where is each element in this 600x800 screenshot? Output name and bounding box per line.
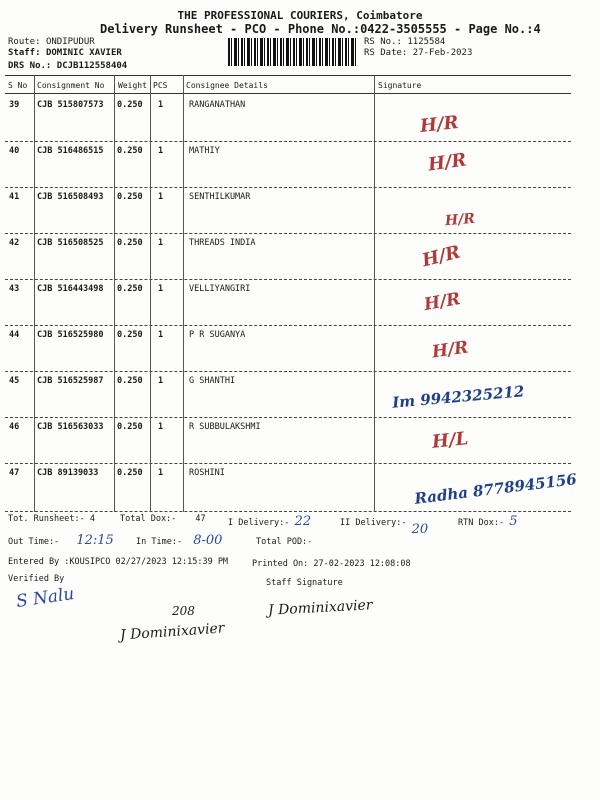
- rtn-label: RTN Dox:-: [458, 518, 505, 528]
- row-consignee: G SHANTHI: [189, 376, 236, 386]
- staff-signature-2: J Dominixavier: [267, 597, 373, 619]
- barcode-image: [228, 38, 358, 66]
- table-row: [0, 376, 600, 422]
- row-pcs: 1: [158, 468, 164, 478]
- row-divider: [5, 463, 571, 464]
- rtn-value: 5: [509, 514, 518, 529]
- col-header-consignee: Consignee Details: [186, 81, 268, 90]
- row-consignee: R SUBBULAKSHMI: [189, 422, 261, 432]
- row-sno: 47: [9, 468, 20, 478]
- row-signature: H/R: [430, 337, 470, 363]
- row-consignment: CJB 89139033: [37, 468, 99, 478]
- row-weight: 0.250: [117, 146, 143, 156]
- row-signature: H/R: [420, 241, 463, 272]
- report-subtitle: Delivery Runsheet - PCO - Phone No.:0422-3505555 - Page No.:4: [100, 22, 541, 36]
- rs-date-label: RS Date:: [364, 48, 408, 58]
- col-header-pcs: PCS: [153, 81, 168, 90]
- row-pcs: 1: [158, 100, 164, 110]
- pod-label: Total POD:-: [256, 537, 313, 547]
- row-signature: H/R: [426, 149, 468, 176]
- row-weight: 0.250: [117, 238, 143, 248]
- row-weight: 0.250: [117, 468, 143, 478]
- row-consignment: CJB 515807573: [37, 100, 104, 110]
- row-weight: 0.250: [117, 330, 143, 340]
- ii-delivery-value: 20: [411, 522, 429, 537]
- out-time-label: Out Time:-: [8, 537, 60, 547]
- row-divider: [5, 371, 571, 372]
- table-row: [0, 330, 600, 376]
- out-time-value: 12:15: [76, 533, 114, 548]
- row-signature: Radha 8778945156: [413, 470, 578, 508]
- row-divider: [5, 187, 571, 188]
- row-pcs: 1: [158, 422, 164, 432]
- col-header-consignment: Consignment No: [37, 81, 105, 90]
- row-pcs: 1: [158, 192, 164, 202]
- ii-delivery: [340, 514, 429, 537]
- staff-signature-label: Staff Signature: [266, 578, 343, 588]
- staff-signature-mark: 208: [172, 604, 195, 618]
- table-row: [0, 146, 600, 192]
- row-signature: H/R: [419, 112, 460, 137]
- row-signature: Im 9942325212: [391, 382, 526, 412]
- row-sno: 41: [9, 192, 20, 202]
- route-value: ONDIPUDUR: [45, 37, 95, 47]
- dox-value: 47: [195, 514, 206, 524]
- row-pcs: 1: [158, 376, 164, 386]
- staff-label: Staff:: [8, 48, 41, 58]
- rs-date-field: [364, 48, 472, 58]
- rs-no-value: 1125584: [407, 37, 446, 47]
- row-consignee: MATHIY: [189, 146, 220, 156]
- table-row: [0, 468, 600, 514]
- row-weight: 0.250: [117, 192, 143, 202]
- i-delivery: [228, 514, 311, 529]
- row-consignment: CJB 516525980: [37, 330, 104, 340]
- drs-label: DRS No.:: [8, 61, 52, 71]
- table-row: [0, 422, 600, 468]
- report-title: THE PROFESSIONAL COURIERS, Coimbatore: [177, 9, 423, 22]
- table-row: [0, 100, 600, 146]
- row-consignment: CJB 516508493: [37, 192, 104, 202]
- route-field: [8, 37, 95, 47]
- in-time-label: In Time:-: [136, 537, 183, 547]
- verified-signature: S Nalu: [14, 584, 76, 612]
- staff-field: [8, 48, 122, 58]
- rs-no-label: RS No.:: [364, 37, 402, 47]
- row-consignment: CJB 516443498: [37, 284, 104, 294]
- row-consignment: CJB 516563033: [37, 422, 104, 432]
- col-header-signature: Signature: [378, 81, 422, 90]
- row-divider: [5, 279, 571, 280]
- col-header-sno: S No: [8, 81, 28, 90]
- row-pcs: 1: [158, 330, 164, 340]
- row-sno: 39: [9, 100, 20, 110]
- row-sno: 44: [9, 330, 20, 340]
- rs-no-field: [364, 37, 445, 47]
- ii-delivery-label: II Delivery:-: [340, 518, 407, 528]
- rs-date-value: 27-Feb-2023: [412, 48, 473, 58]
- row-weight: 0.250: [117, 284, 143, 294]
- row-weight: 0.250: [117, 100, 143, 110]
- runsheet-value: 4: [89, 514, 96, 524]
- row-sno: 40: [9, 146, 20, 156]
- row-weight: 0.250: [117, 376, 143, 386]
- dox-total: [120, 514, 206, 524]
- verified-by-label: Verified By: [8, 574, 65, 584]
- table-row: [0, 238, 600, 284]
- row-weight: 0.250: [117, 422, 143, 432]
- table-top-border: [5, 75, 571, 76]
- row-consignment: CJB 516525987: [37, 376, 104, 386]
- staff-value: DOMINIC XAVIER: [45, 48, 122, 58]
- col-header-weight: Weight: [118, 81, 147, 90]
- row-sno: 45: [9, 376, 20, 386]
- drs-value: DCJB112558404: [56, 61, 128, 71]
- row-pcs: 1: [158, 238, 164, 248]
- rtn-dox: [458, 514, 517, 529]
- entered-by: Entered By :KOUSIPCO 02/27/2023 12:15:39 PM: [8, 557, 229, 567]
- row-pcs: 1: [158, 284, 164, 294]
- runsheet-total: [8, 514, 95, 524]
- table-row: [0, 192, 600, 238]
- i-delivery-value: 22: [294, 514, 312, 529]
- row-divider: [5, 417, 571, 418]
- dox-label: Total Dox:-: [120, 514, 177, 524]
- row-signature: H/R: [422, 288, 462, 316]
- i-delivery-label: I Delivery:-: [228, 518, 290, 528]
- table-bottom-border: [5, 511, 571, 512]
- table-header-border: [5, 93, 571, 94]
- printed-on: Printed On: 27-02-2023 12:08:08: [252, 559, 411, 569]
- out-time: [8, 533, 114, 548]
- staff-signature-1: J Dominixavier: [119, 620, 226, 644]
- row-consignee: ROSHINI: [189, 468, 225, 478]
- in-time-value: 8-00: [193, 533, 223, 548]
- row-signature: H/R: [444, 210, 476, 230]
- row-divider: [5, 141, 571, 142]
- row-sno: 42: [9, 238, 20, 248]
- drs-field: [8, 61, 127, 71]
- row-sno: 46: [9, 422, 20, 432]
- table-row: [0, 284, 600, 330]
- row-consignee: P R SUGANYA: [189, 330, 246, 340]
- row-signature: H/L: [431, 428, 470, 453]
- row-consignee: VELLIYANGIRI: [189, 284, 251, 294]
- in-time: [136, 533, 222, 548]
- row-consignee: THREADS INDIA: [189, 238, 256, 248]
- row-consignee: RANGANATHAN: [189, 100, 246, 110]
- row-consignment: CJB 516508525: [37, 238, 104, 248]
- row-divider: [5, 233, 571, 234]
- runsheet-label: Tot. Runsheet:-: [8, 514, 85, 524]
- row-pcs: 1: [158, 146, 164, 156]
- route-label: Route:: [8, 37, 41, 47]
- row-sno: 43: [9, 284, 20, 294]
- row-divider: [5, 325, 571, 326]
- row-consignee: SENTHILKUMAR: [189, 192, 251, 202]
- row-consignment: CJB 516486515: [37, 146, 104, 156]
